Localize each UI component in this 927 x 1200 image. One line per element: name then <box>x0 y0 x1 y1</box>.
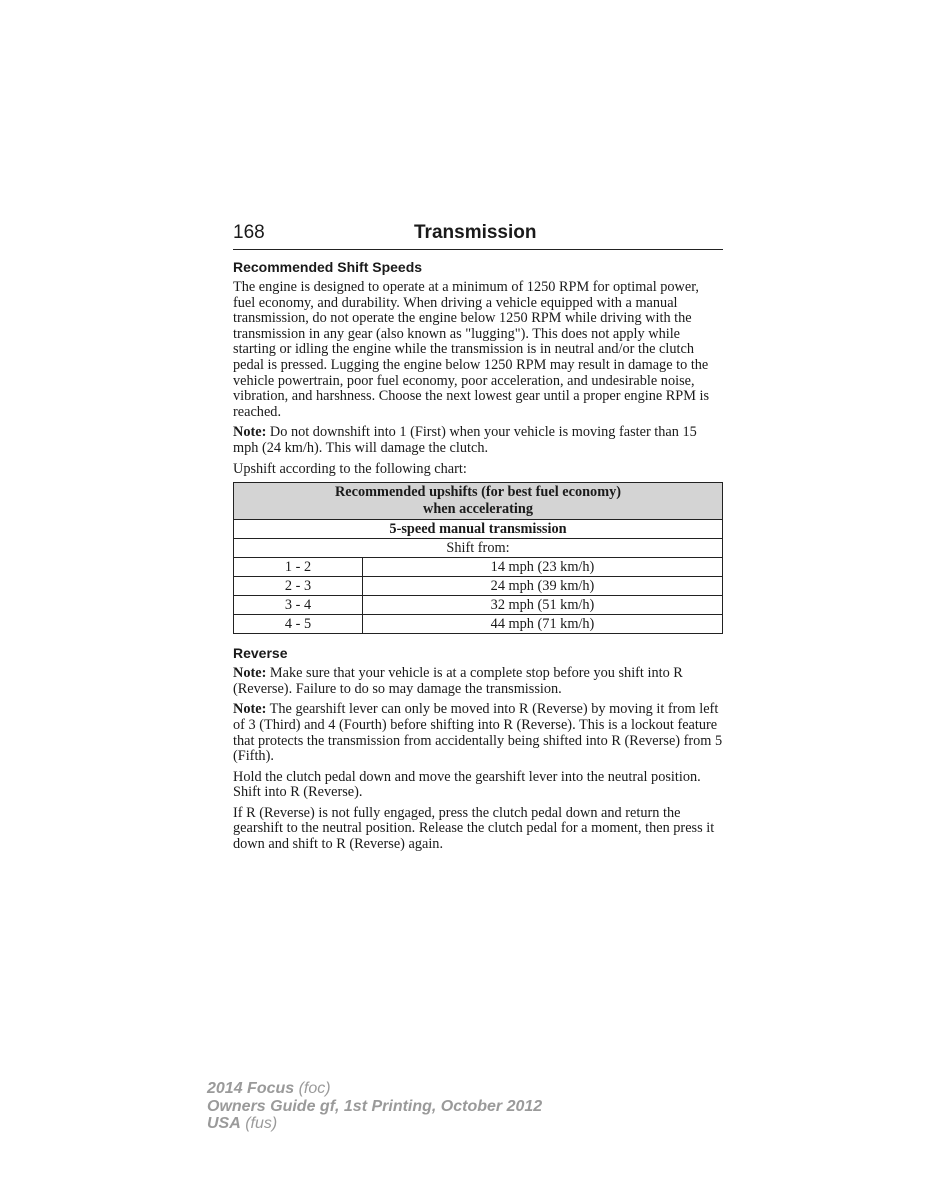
note-label: Note: <box>233 665 267 682</box>
reverse-paragraph-1: Hold the clutch pedal down and move the gearshift lever into the neutral position. Shift into R (Reverse). <box>233 768 701 801</box>
table-title-line1: Recommended upshifts (for best fuel economy) <box>334 484 622 501</box>
speed-cell: 24 mph (39 km/h) <box>363 577 723 596</box>
upshift-intro: Upshift according to the following chart: <box>233 460 467 477</box>
table-title-line2: when accelerating <box>423 501 533 518</box>
table-row <box>234 558 723 577</box>
footer-line-2: Owners Guide gf, 1st Printing, October 2012 <box>207 1097 543 1115</box>
shift-speeds-paragraph: The engine is designed to operate at a minimum of 1250 RPM for optimal power, fuel economy, and durability. When driving a vehicle equipped with a manual transmission, do not operate the engine below 1250 RPM while driving with the transmission in any gear (also known as "lugging"). This does not apply while starting or idling the engine while the transmission is in neutral and/or the clutch pedal is pressed. Lugging the engine below 1250 RPM may result in damage to the vehicle powertrain, poor fuel economy, poor acceleration, and undesirable noise, vibration, and harshness. Choose the next lowest gear until a proper engine RPM is reached. <box>233 279 710 420</box>
note-label: Note: <box>233 701 267 718</box>
footer-market-code: (fus) <box>240 1115 278 1132</box>
table-subtitle: 5-speed manual transmission <box>234 520 723 539</box>
upshift-table <box>233 482 723 634</box>
footer-line-3 <box>207 1115 542 1133</box>
speed-cell: 14 mph (23 km/h) <box>363 558 723 577</box>
reverse-note-1 <box>233 666 723 697</box>
note-text: The gearshift lever can only be moved into R (Reverse) by moving it from left of 3 (Third) and 4 (Fourth) before shifting into R (Reverse). This is a lockout feature that protects the transmission from accidentally being shifted into R (Reverse) from 5 (Fifth). <box>233 701 723 765</box>
page-title: Transmission <box>414 222 537 243</box>
page-number: 168 <box>233 222 265 243</box>
footer-line-1 <box>207 1080 542 1098</box>
section-heading-shift-speeds: Recommended Shift Speeds <box>233 259 423 275</box>
table-title-row <box>234 483 723 520</box>
gear-cell: 1 - 2 <box>234 558 363 577</box>
downshift-note <box>233 425 723 456</box>
gear-cell: 3 - 4 <box>234 596 363 615</box>
gear-cell: 2 - 3 <box>234 577 363 596</box>
note-text: Make sure that your vehicle is at a complete stop before you shift into R (Reverse). Failure to do so may damage the transmission. <box>233 665 683 697</box>
note-text: Do not downshift into 1 (First) when your vehicle is moving faster than 15 mph (24 km/h). This will damage the clutch. <box>233 424 697 456</box>
footer-model-code: (foc) <box>294 1080 331 1097</box>
speed-cell: 44 mph (71 km/h) <box>363 615 723 634</box>
manual-page <box>233 222 723 858</box>
reverse-paragraph-2: If R (Reverse) is not fully engaged, press the clutch pedal down and return the gearshift to the neutral position. Release the clutch pedal for a moment, then press it down and shift to R (Reverse) again. <box>233 804 715 853</box>
footer-model: 2014 Focus <box>207 1080 295 1097</box>
footer-market: USA <box>207 1115 241 1132</box>
section-heading-reverse: Reverse <box>233 645 288 662</box>
table-subtitle-row <box>234 520 723 539</box>
note-label: Note: <box>233 424 267 441</box>
table-row <box>234 615 723 634</box>
table-column-header: Shift from: <box>234 539 723 558</box>
print-footer <box>207 1080 542 1133</box>
table-row <box>234 596 723 615</box>
reverse-note-2 <box>233 702 723 764</box>
table-row <box>234 577 723 596</box>
table-column-header-row <box>234 539 723 558</box>
gear-cell: 4 - 5 <box>234 615 363 634</box>
table-title <box>234 483 723 520</box>
page-header <box>233 222 723 250</box>
speed-cell: 32 mph (51 km/h) <box>363 596 723 615</box>
